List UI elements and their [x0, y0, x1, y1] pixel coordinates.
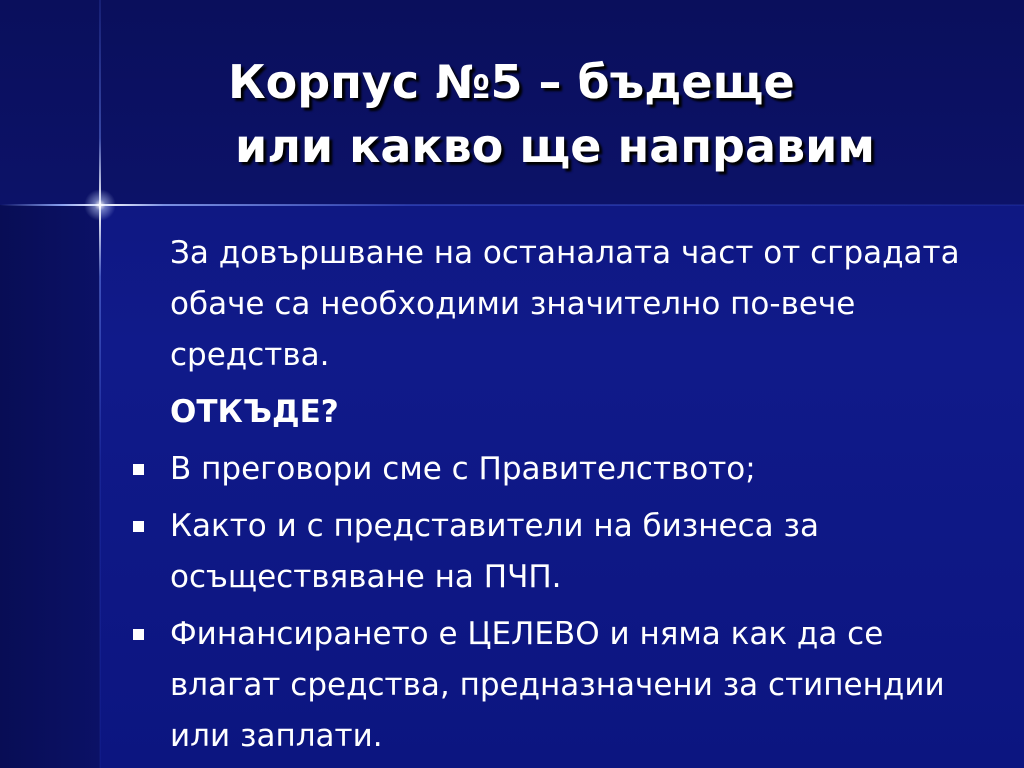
- square-bullet-icon: [133, 464, 144, 475]
- bullet-text: Както и с представители на бизнеса за осъществяване на ПЧП.: [170, 508, 820, 595]
- bullet-text: Финансирането е ЦЕЛЕВО и няма как да се влагат средства, предназначени за стипендии или заплати.: [170, 616, 945, 754]
- square-bullet-icon: [133, 629, 144, 640]
- intro-paragraph: За довършване на останалата част от сградата обаче са необходими значително по-вече средства.: [170, 235, 960, 373]
- bullet-text: В преговори сме с Правителството;: [170, 451, 756, 487]
- sparkle-icon: [84, 189, 116, 221]
- bullet-item: [130, 609, 1000, 762]
- bullet-item: [130, 444, 1000, 495]
- bullet-item: [130, 501, 1000, 603]
- square-bullet-icon: [133, 521, 144, 532]
- vertical-flare-line: [99, 0, 101, 768]
- title-line-2: или какво ще направим: [235, 119, 875, 173]
- horizontal-flare-line: [0, 204, 1024, 206]
- left-strip: [0, 205, 100, 768]
- slide-title: [228, 50, 875, 178]
- slide-body: [130, 228, 1000, 768]
- title-line-1: Корпус №5 – бъдеще: [228, 55, 795, 109]
- question-paragraph: ОТКЪДЕ?: [170, 394, 339, 430]
